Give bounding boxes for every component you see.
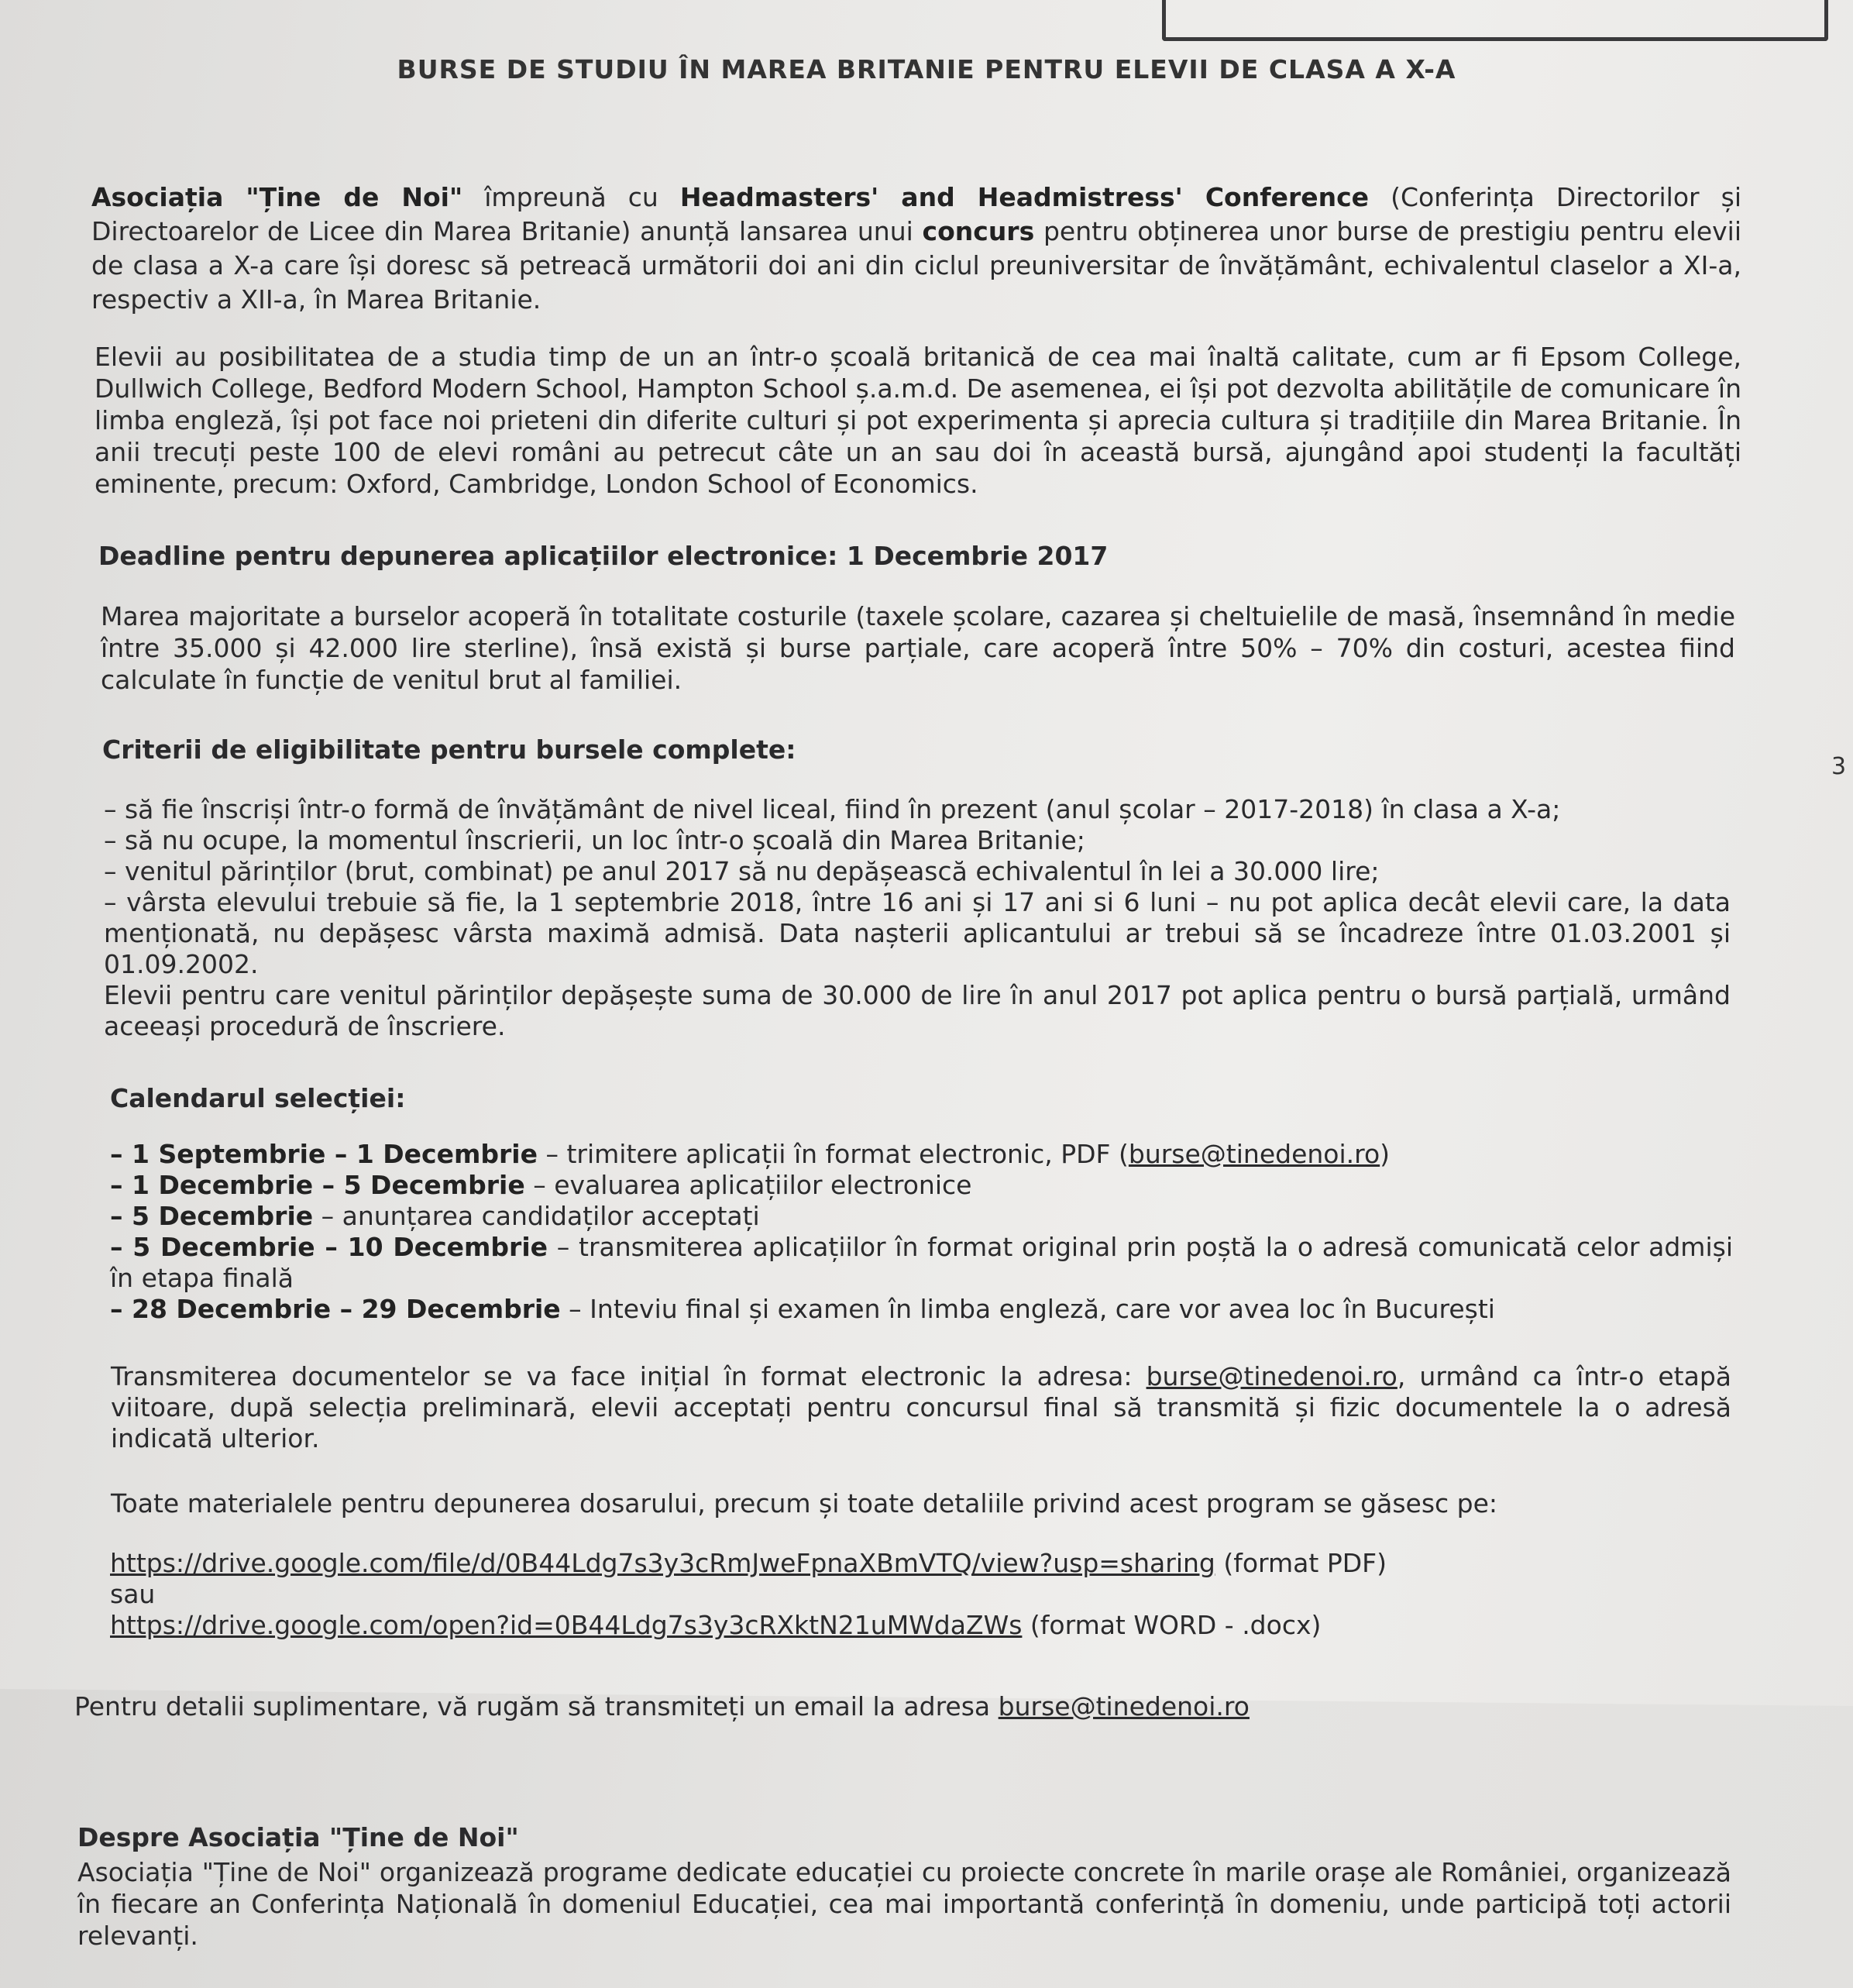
about-heading: Despre Asociația "Ține de Noi" bbox=[77, 1822, 519, 1852]
criteria-item: – vârsta elevului trebuie să fie, la 1 septembrie 2018, între 16 ani și 17 ani si 6 luni – nu pot aplica decât elevii care, la data menționată, nu depășesc vârsta maximă admisă. Data nașterii aplicantului ar trebui să se încadreze între 01.03.2001 și 01.09.2002. bbox=[104, 887, 1731, 979]
criteria-heading: Criterii de eligibilitate pentru bursele complete: bbox=[102, 734, 796, 765]
email-link[interactable]: burse@tinedenoi.ro bbox=[998, 1691, 1250, 1721]
calendar-item: – 1 Decembrie – 5 Decembrie – evaluarea aplicațiilor electronice bbox=[110, 1170, 972, 1200]
materials-paragraph: Toate materialele pentru depunerea dosarului, precum și toate detaliile privind acest program se găsesc pe: bbox=[111, 1488, 1498, 1519]
email-link[interactable]: burse@tinedenoi.ro bbox=[1146, 1361, 1397, 1391]
calendar-list bbox=[110, 1139, 1733, 1325]
concurs-word: concurs bbox=[922, 216, 1035, 246]
calendar-heading: Calendarul selecției: bbox=[110, 1083, 406, 1113]
contact-line: Pentru detalii suplimentare, vă rugăm să transmiteți un email la adresa burse@tinedenoi.ro bbox=[74, 1691, 1250, 1721]
document-title: BURSE DE STUDIU ÎN MAREA BRITANIE PENTRU ELEVII DE CLASA A X-A bbox=[397, 54, 1456, 84]
calendar-item: – 5 Decembrie – anunțarea candidaților acceptați bbox=[110, 1201, 760, 1231]
hmc-name: Headmasters' and Headmistress' Conference bbox=[679, 182, 1370, 212]
criteria-item: – venitul părinților (brut, combinat) pe anul 2017 să nu depășească echivalentul în lei a 30.000 lire; bbox=[104, 856, 1380, 886]
intro-paragraph: Asociația "Ține de Noi" împreună cu Headmasters' and Headmistress' Conference (Conferința Directorilor și Directoarelor de Licee din Marea Britanie) anunță lansarea unui concurs pentru obținerea unor burse de prestigiu pentru elevii de clasa a X-a care își doresc să petreacă următorii doi ani din ciclul preuniversitar de învățământ, echivalentul claselor a XI-a, respectiv a XII-a, în Marea Britanie. bbox=[91, 182, 1741, 315]
edge-mark: 3 bbox=[1831, 753, 1847, 780]
calendar-item: – 28 Decembrie – 29 Decembrie – Inteviu final și examen în limba engleză, care vor avea loc în București bbox=[110, 1294, 1495, 1324]
docx-link[interactable]: https://drive.google.com/open?id=0B44Ldg7s3y3cRXktN21uMWdaZWs bbox=[110, 1610, 1023, 1640]
partial-scholarship-note: Elevii pentru care venitul părinților depășește suma de 30.000 de lire în anul 2017 pot aplica pentru o bursă parțială, urmând aceeași procedură de înscriere. bbox=[104, 980, 1731, 1041]
pdf-link[interactable]: https://drive.google.com/file/d/0B44Ldg7s3y3cRmJweFpnaXBmVTQ/view?usp=sharing bbox=[110, 1548, 1215, 1578]
calendar-item: – 5 Decembrie – 10 Decembrie – transmiterea aplicațiilor în format original prin poștă la o adresă comunicată celor admiși în etapa finală bbox=[110, 1232, 1733, 1293]
transmission-paragraph: Transmiterea documentelor se va face inițial în format electronic la adresa: burse@tinedenoi.ro, urmând ca într-o etapă viitoare, după selecția preliminară, elevii acceptați pentru concursul final să transmită și fizic documentele la o adresă indicată ulterior. bbox=[111, 1361, 1731, 1453]
criteria-list bbox=[104, 794, 1731, 1042]
deadline-heading: Deadline pentru depunerea aplicațiilor electronice: 1 Decembrie 2017 bbox=[98, 541, 1109, 571]
about-paragraph: Asociația "Ține de Noi" organizează programe dedicate educației cu proiecte concrete în marile orașe ale României, organizează în fiecare an Conferința Națională în domeniul Educației, cea mai importantă conferință în domeniu, unde participă toți actorii relevanți. bbox=[77, 1857, 1731, 1951]
registration-stamp-box bbox=[1162, 0, 1828, 41]
org-name: Asociația "Ține de Noi" bbox=[91, 182, 463, 212]
calendar-item: – 1 Septembrie – 1 Decembrie – trimitere aplicații în format electronic, PDF (burse@tinedenoi.ro) bbox=[110, 1139, 1391, 1169]
schools-paragraph: Elevii au posibilitatea de a studia timp de un an într-o școală britanică de cea mai înaltă calitate, cum ar fi Epsom College, Dullwich College, Bedford Modern School, Hampton School ș.a.m.d. De asemenea, ei își pot dezvolta abilitățile de comunicare în limba engleză, își pot face noi prieteni din diferite culturi și pot experimenta și aprecia cultura și tradițiile din Marea Britanie. În anii trecuți peste 100 de elevi români au petrecut câte un an sau doi în această bursă, ajungând apoi studenți la facultăți eminente, precum: Oxford, Cambridge, London School of Economics. bbox=[95, 342, 1741, 499]
criteria-item: – să nu ocupe, la momentul înscrierii, un loc într-o școală din Marea Britanie; bbox=[104, 825, 1085, 855]
criteria-item: – să fie înscriși într-o formă de învățământ de nivel liceal, fiind în prezent (anul școlar – 2017-2018) în clasa a X-a; bbox=[104, 794, 1561, 824]
download-links: https://drive.google.com/file/d/0B44Ldg7s3y3cRmJweFpnaXBmVTQ/view?usp=sharing (format PDF) sau https://drive.google.com/open?id=0B44Ldg7s3y3cRXktN21uMWdaZWs (format WORD - .docx) bbox=[110, 1548, 1387, 1640]
costs-paragraph: Marea majoritate a burselor acoperă în totalitate costurile (taxele școlare, cazarea și cheltuielile de masă, însemnând în medie între 35.000 și 42.000 lire sterline), însă există și burse parțiale, care acoperă între 50% – 70% din costuri, acestea fiind calculate în funcție de venitul brut al familiei. bbox=[101, 601, 1735, 695]
email-link[interactable]: burse@tinedenoi.ro bbox=[1128, 1139, 1380, 1169]
